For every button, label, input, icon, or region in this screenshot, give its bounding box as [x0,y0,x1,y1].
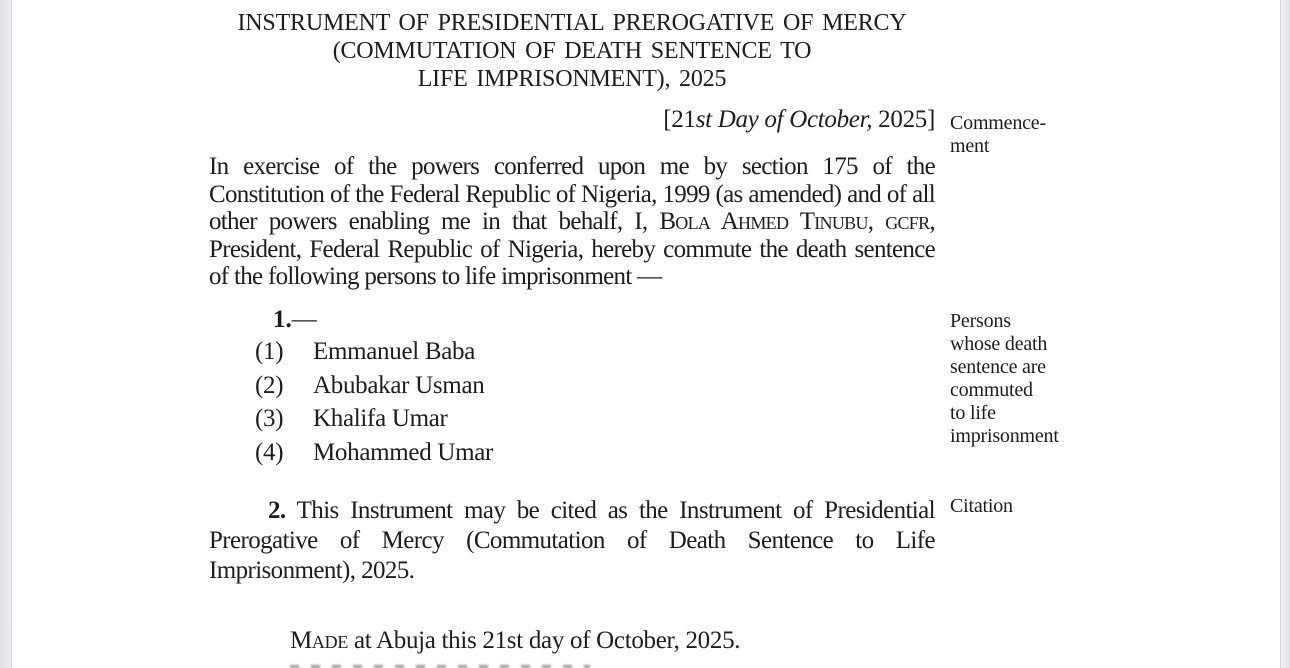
commencement-note-line-2: ment [950,135,990,157]
commencement-note-line-1: Commence- [950,112,1046,134]
person-name: Abubakar Usman [313,371,485,399]
section-2-number: 2. [268,497,286,524]
margin-note-commencement [950,112,1072,158]
document-title [209,9,935,93]
section-1-number: 1. [273,306,292,333]
commuted-persons-list [209,335,935,469]
persons-note-line-3: sentence are [950,356,1046,378]
date-bracket-open: [21 [663,106,696,133]
item-number: (3) [255,405,284,432]
item-number: (2) [255,371,284,399]
list-item [255,436,935,470]
section-1-dash: — [291,306,317,333]
date-year: 2025] [872,106,935,133]
section-2-text: This Instrument may be cited as the Instrument of Presidential Prerogative of Mercy (Commutation of Death Sentence to Life Imprisonment), 2025. [209,497,935,584]
margin-note-persons [950,310,1072,448]
preamble-text-after-name: , President, Federal Republic of Nigeria, hereby commute the death sentence of the following persons to life imprisonment — [209,208,935,290]
list-item [255,402,935,436]
section-1-heading [209,305,935,335]
made-smallcaps: Made [290,627,349,654]
person-name: Emmanuel Baba [313,338,476,365]
item-number: (4) [255,438,284,466]
persons-note-line-5: to life [950,402,996,424]
list-item [255,335,935,369]
item-number: (1) [255,338,284,365]
document-title-line-1: INSTRUMENT OF PRESIDENTIAL PREROGATIVE OF MERCY [237,10,907,36]
persons-note-line-6: imprisonment [950,425,1059,447]
person-name: Khalifa Umar [313,405,448,432]
persons-note-line-4: commuted [950,379,1033,401]
preamble-paragraph [209,153,935,291]
date-italic-part: st Day of October, [695,106,873,133]
document-title-line-3: LIFE IMPRISONMENT), 2025 [417,66,727,92]
page-left-edge [0,0,12,668]
president-name: Bola Ahmed Tinubu, gcfr [659,208,930,235]
commencement-date [209,105,935,135]
preamble-text-before-name: In exercise of the powers conferred upon me by section 175 of the Constitution of the Federal Republic of Nigeria, 1999 (as amended) and of all other powers enabling me in that behalf, I, [209,153,935,235]
section-2-citation-paragraph [209,496,935,586]
margin-note-citation: Citation [950,495,1013,517]
persons-note-line-2: whose death [950,333,1048,355]
document-title-line-2: (COMMUTATION OF DEATH SENTENCE TO [332,38,812,64]
made-text: at Abuja this 21st day of October, 2025. [348,627,741,654]
page-right-edge [1280,0,1290,668]
made-at-line [209,626,935,656]
persons-note-line-1: Persons [950,310,1011,332]
list-item [255,369,935,403]
person-name: Mohammed Umar [313,438,494,466]
